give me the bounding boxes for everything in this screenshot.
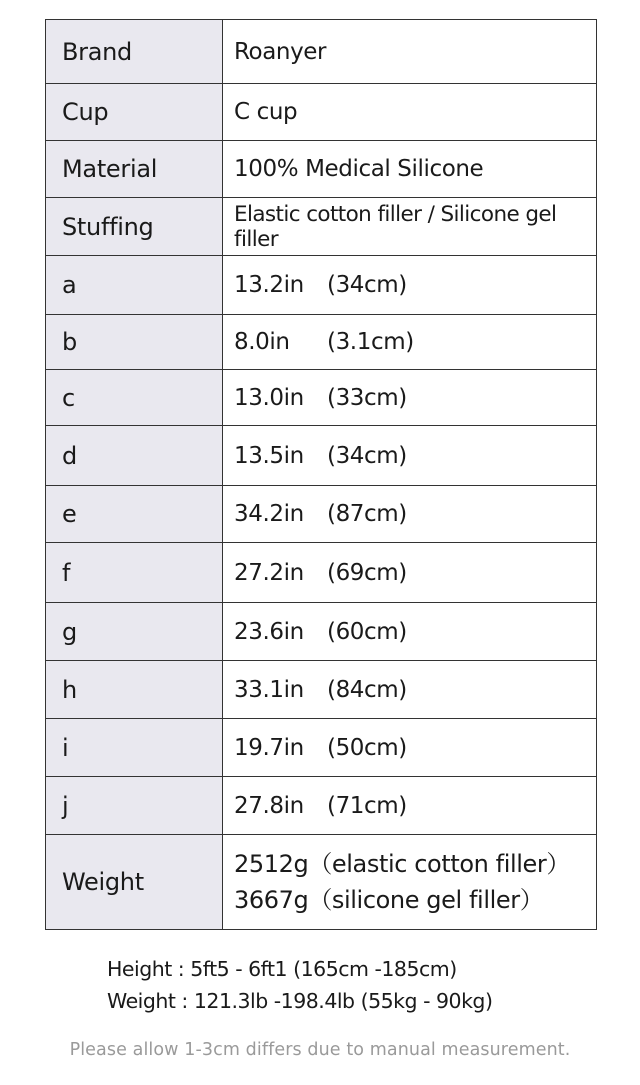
measurement-inches: 23.6in <box>234 618 304 645</box>
measurement-row-j <box>46 777 597 835</box>
measurement-label: c <box>46 370 223 426</box>
measurement-value <box>223 603 597 661</box>
measurement-value <box>223 661 597 719</box>
spec-row-material <box>46 141 597 198</box>
measurement-row-h <box>46 661 597 719</box>
measurement-disclaimer: Please allow 1-3cm differs due to manual measurement. <box>69 1040 571 1060</box>
measurement-row-d <box>46 426 597 486</box>
measurement-row-c <box>46 370 597 426</box>
measurement-cm: (69cm) <box>327 559 407 586</box>
measurement-label: j <box>46 777 223 835</box>
measurement-cm: (33cm) <box>327 384 407 411</box>
measurement-cm: (3.1cm) <box>327 329 414 355</box>
measurement-inches: 13.0in <box>234 384 304 411</box>
measurement-inches: 27.8in <box>234 792 304 819</box>
measurement-inches: 33.1in <box>234 676 304 703</box>
measurement-cm: (34cm) <box>327 442 407 469</box>
measurement-value <box>223 370 597 426</box>
measurement-label: a <box>46 256 223 315</box>
measurement-inches: 13.2in <box>234 272 304 298</box>
measurement-inches: 13.5in <box>234 442 304 469</box>
weight-silicone-gel-filler: 3667g（silicone gel filler） <box>234 886 544 914</box>
footer-weight-range: Weight : 121.3lb -198.4lb (55kg - 90kg) <box>107 989 493 1013</box>
measurement-row-b <box>46 315 597 370</box>
measurement-cm: (87cm) <box>327 501 407 527</box>
measurement-cm: (34cm) <box>327 272 407 298</box>
spec-value: C cup <box>223 84 597 141</box>
footer-height-range: Height : 5ft5 - 6ft1 (165cm -185cm) <box>107 957 457 981</box>
spec-row-weight <box>46 835 597 930</box>
measurement-row-f <box>46 543 597 603</box>
spec-row-cup <box>46 84 597 141</box>
measurement-value <box>223 426 597 486</box>
measurement-value <box>223 777 597 835</box>
weight-label: Weight <box>46 835 223 930</box>
measurement-inches: 27.2in <box>234 559 304 586</box>
measurement-cm: (71cm) <box>327 792 407 819</box>
measurement-row-i <box>46 719 597 777</box>
spec-value: 100% Medical Silicone <box>223 141 597 198</box>
spec-value: Elastic cotton filler / Silicone gel filler <box>223 198 597 256</box>
weight-cotton-filler: 2512g（elastic cotton filler） <box>234 850 570 878</box>
measurement-value <box>223 315 597 370</box>
measurement-cm: (50cm) <box>327 734 407 761</box>
measurement-value <box>223 719 597 777</box>
spec-table <box>45 19 597 930</box>
spec-row-brand <box>46 20 597 84</box>
spec-label: Brand <box>46 20 223 84</box>
measurement-row-e <box>46 486 597 543</box>
measurement-inches: 34.2in <box>234 501 304 527</box>
measurement-row-a <box>46 256 597 315</box>
spec-label: Material <box>46 141 223 198</box>
measurement-label: h <box>46 661 223 719</box>
measurement-value <box>223 543 597 603</box>
measurement-value <box>223 486 597 543</box>
measurement-value <box>223 256 597 315</box>
weight-value <box>223 835 597 930</box>
measurement-label: f <box>46 543 223 603</box>
measurement-label: b <box>46 315 223 370</box>
measurement-inches: 19.7in <box>234 734 304 761</box>
spec-value: Roanyer <box>223 20 597 84</box>
spec-label: Stuffing <box>46 198 223 256</box>
measurement-label: i <box>46 719 223 777</box>
measurement-label: g <box>46 603 223 661</box>
measurement-inches: 8.0in <box>234 329 290 355</box>
measurement-cm: (60cm) <box>327 618 407 645</box>
measurement-row-g <box>46 603 597 661</box>
measurement-label: d <box>46 426 223 486</box>
spec-label: Cup <box>46 84 223 141</box>
measurement-cm: (84cm) <box>327 676 407 703</box>
spec-row-stuffing <box>46 198 597 256</box>
measurement-label: e <box>46 486 223 543</box>
